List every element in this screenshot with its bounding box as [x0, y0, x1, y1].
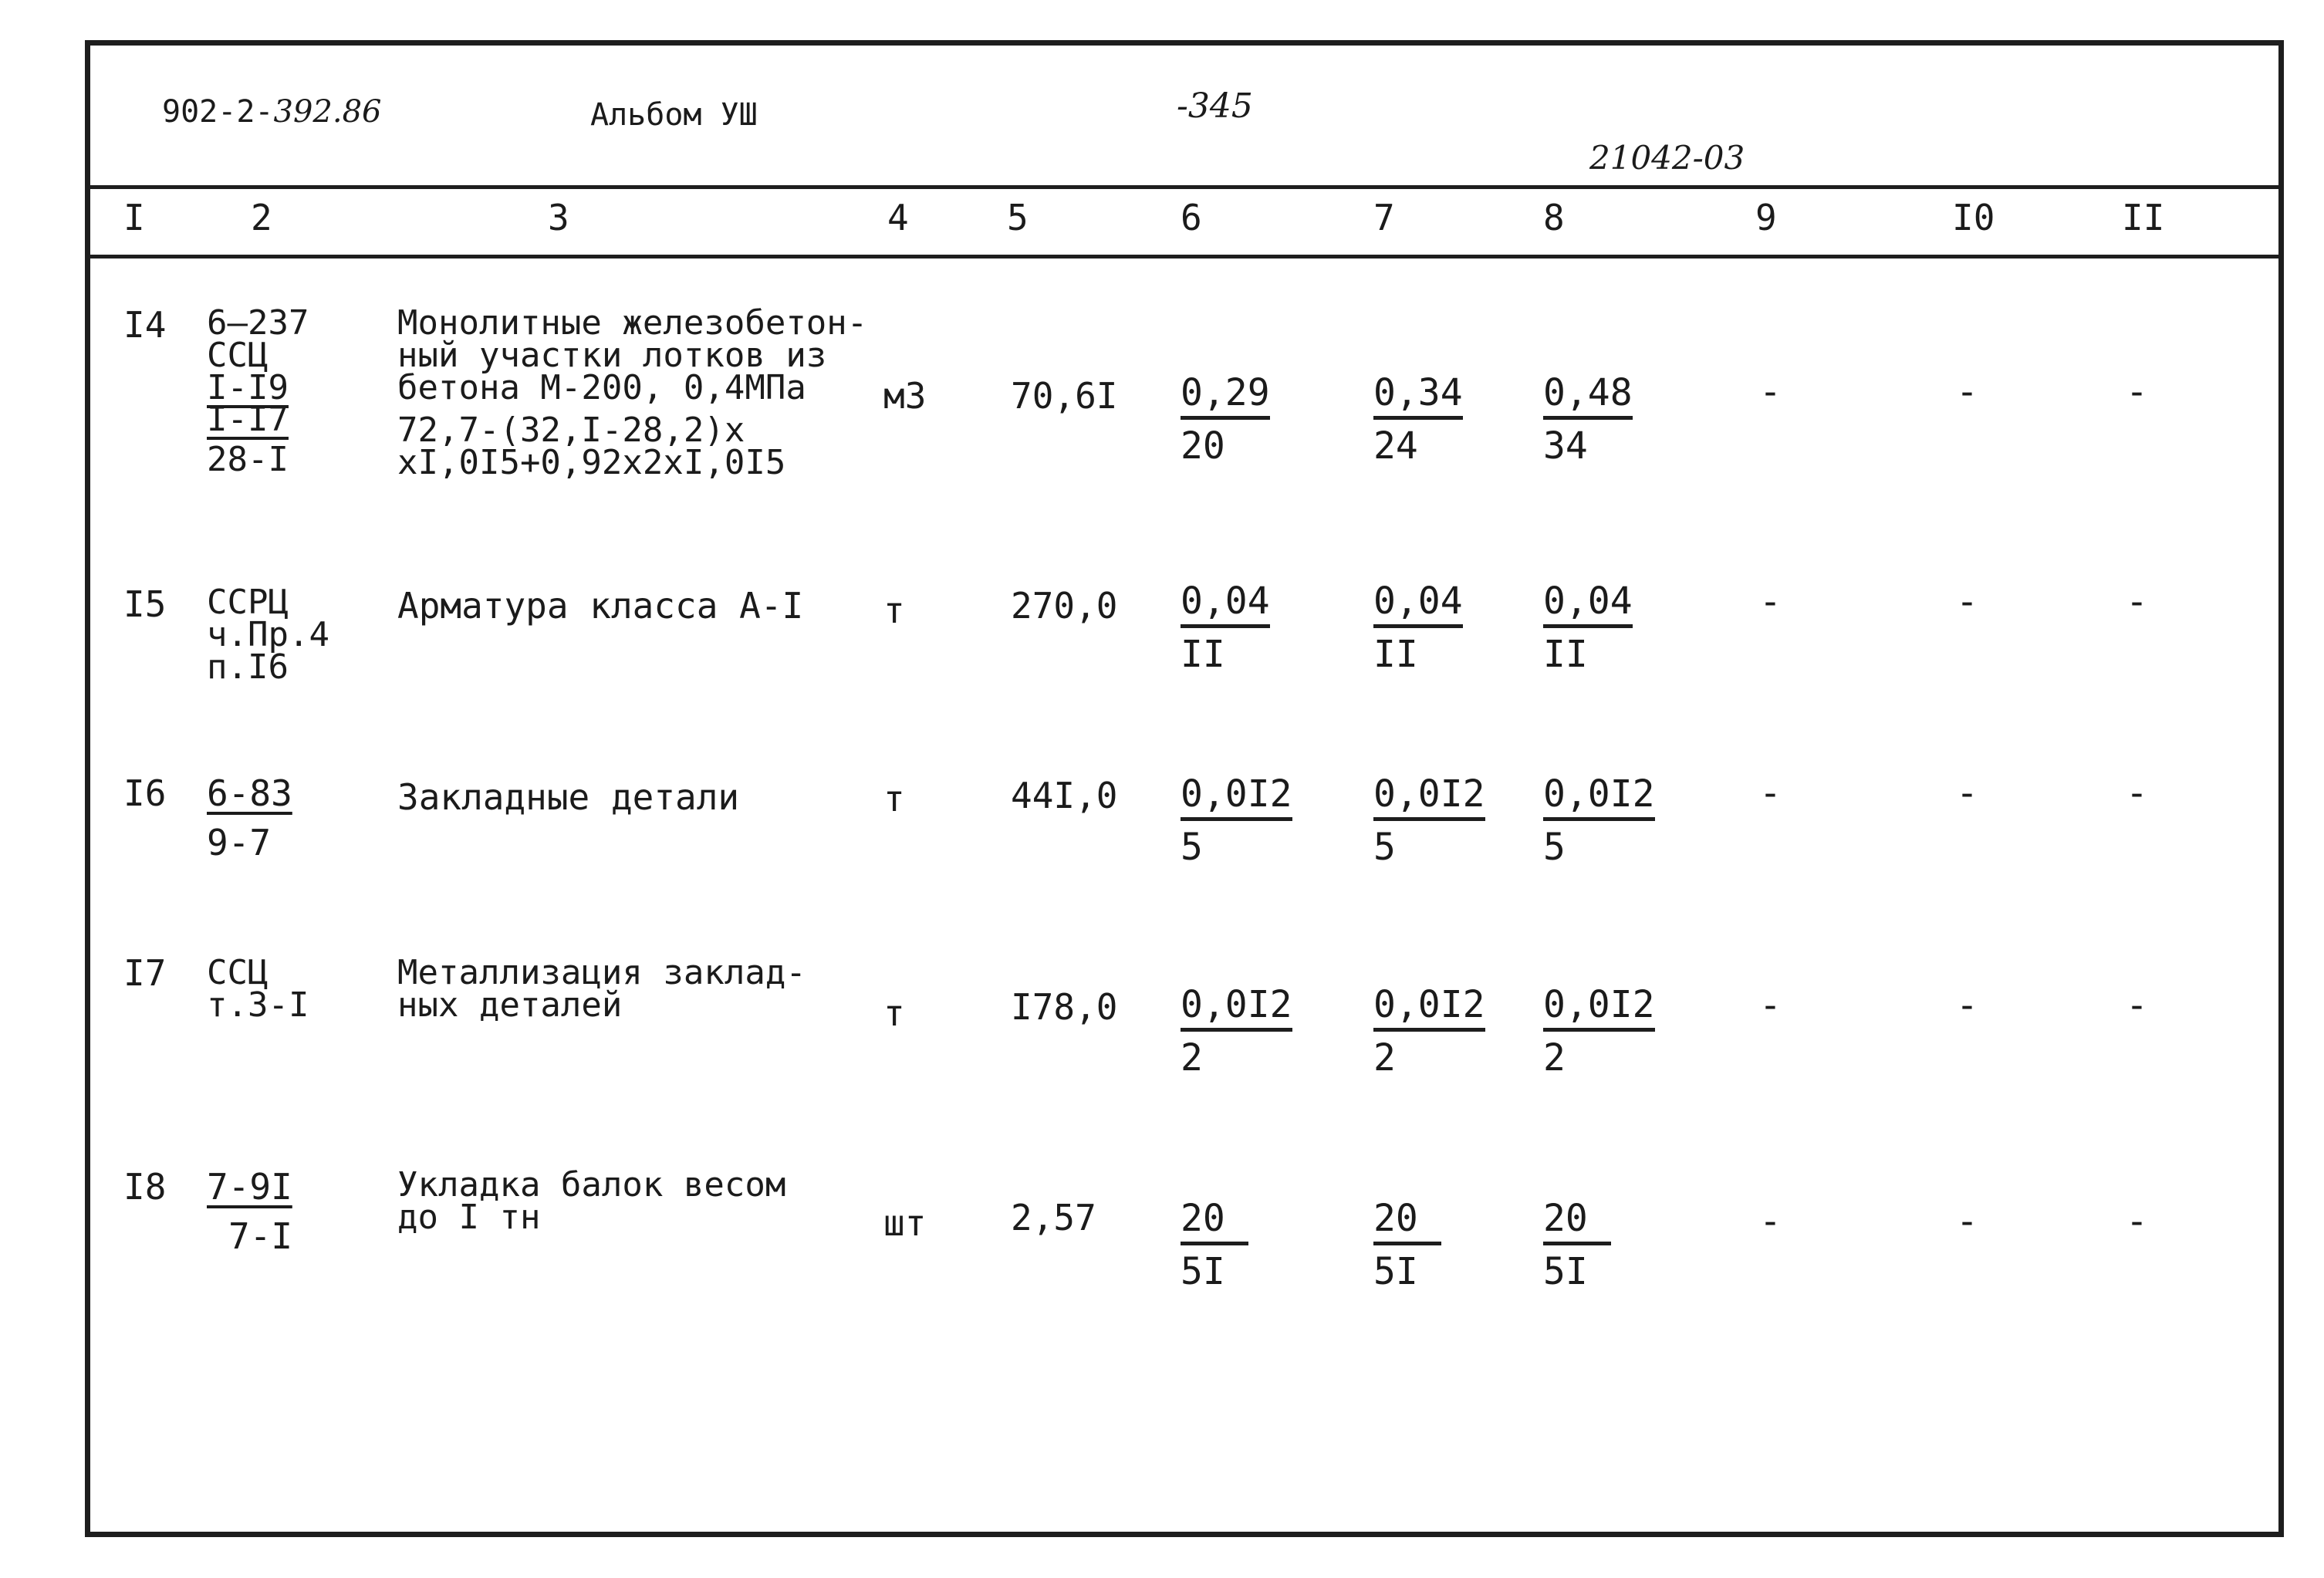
code-line: I-I7: [207, 400, 289, 440]
fraction-col7: [1373, 772, 1485, 869]
code-line: ССЦ: [207, 953, 269, 992]
page-number: -345: [1177, 86, 1253, 126]
empty-col9: -: [1759, 580, 1782, 623]
fraction-col8: [1543, 1197, 1611, 1293]
column-number-11: II: [2122, 197, 2165, 238]
empty-col9: -: [1759, 1200, 1782, 1243]
row-description: [397, 303, 868, 483]
fraction-numerator: 0,04: [1373, 583, 1463, 628]
fraction-denominator: II: [1181, 633, 1225, 676]
fraction-col7: [1373, 983, 1485, 1080]
row-code: [207, 1166, 308, 1257]
column-number-8: 8: [1543, 197, 1565, 238]
fraction-denominator: 2: [1181, 1036, 1203, 1080]
row-number: I6: [123, 772, 167, 814]
row-unit: т: [883, 590, 905, 631]
fraction-denominator: 20: [1181, 424, 1225, 468]
fraction-col7: [1373, 371, 1463, 468]
fraction-col6: [1181, 983, 1292, 1080]
fraction-denominator: 34: [1543, 424, 1588, 468]
empty-col9: -: [1759, 370, 1782, 414]
fraction-col8: [1543, 772, 1655, 869]
code-line: 6-83: [207, 772, 292, 814]
header-rule-bottom: [85, 255, 2284, 258]
empty-col11: -: [2126, 772, 2148, 815]
fraction-numerator: 20: [1543, 1200, 1611, 1245]
document-code-handwritten: 392.86: [273, 94, 382, 130]
fraction-denominator: 2: [1543, 1036, 1566, 1080]
row-unit: м3: [883, 375, 927, 417]
fraction-col8: [1543, 580, 1633, 676]
formula-line: хI,0I5+0,92х2хI,0I5: [397, 443, 786, 483]
fraction-denominator: 5I: [1373, 1250, 1418, 1293]
code-line: 6—237: [207, 303, 309, 343]
row-unit: т: [883, 778, 905, 819]
column-number-3: 3: [548, 197, 569, 238]
empty-col11: -: [2126, 580, 2148, 623]
fraction-denominator: 5I: [1543, 1250, 1588, 1293]
fraction-col8: [1543, 983, 1655, 1080]
row-number: I5: [123, 583, 167, 625]
column-number-5: 5: [1007, 197, 1029, 238]
row-code: [207, 583, 329, 687]
fraction-numerator: 0,48: [1543, 374, 1633, 420]
stamp-number: 21042-03: [1589, 139, 1745, 177]
row-description: [397, 953, 806, 1025]
description-line: Монолитные железобетон-: [397, 303, 868, 343]
empty-col9: -: [1759, 772, 1782, 815]
code-line: 7-I: [228, 1215, 293, 1257]
code-line: 28-I: [207, 440, 289, 480]
fraction-numerator: 0,0I2: [1543, 775, 1655, 821]
row-description: Закладные детали: [397, 776, 740, 818]
fraction-denominator: II: [1543, 633, 1588, 676]
fraction-denominator: 5: [1543, 826, 1566, 869]
row-number: I7: [123, 952, 167, 994]
fraction-numerator: 0,0I2: [1181, 775, 1292, 821]
fraction-numerator: 0,0I2: [1181, 986, 1292, 1032]
empty-col10: -: [1956, 984, 1978, 1027]
code-line: т.3-I: [207, 985, 309, 1025]
fraction-denominator: 5: [1373, 826, 1396, 869]
row-price: I78,0: [1011, 986, 1118, 1028]
fraction-col6: [1181, 580, 1270, 676]
row-price: 2,57: [1011, 1197, 1096, 1238]
row-price: 270,0: [1011, 585, 1118, 627]
empty-col10: -: [1956, 772, 1978, 815]
fraction-numerator: 0,04: [1181, 583, 1270, 628]
row-price: 44I,0: [1011, 775, 1118, 816]
empty-col10: -: [1956, 580, 1978, 623]
row-description: [397, 1165, 786, 1237]
empty-col9: -: [1759, 984, 1782, 1027]
column-number-4: 4: [887, 197, 909, 238]
row-code: [207, 953, 309, 1025]
code-line: ч.Пр.4: [207, 614, 329, 654]
fraction-numerator: 0,0I2: [1373, 775, 1485, 821]
formula-line: 72,7-(32,I-28,2)х: [397, 411, 745, 451]
fraction-numerator: 0,29: [1181, 374, 1270, 420]
header-rule-top: [85, 185, 2284, 189]
column-number-9: 9: [1755, 197, 1777, 238]
fraction-denominator: 5I: [1181, 1250, 1225, 1293]
fraction-col6: [1181, 371, 1270, 468]
description-line: до I тн: [397, 1197, 541, 1237]
document-code-prefix: 902-2-: [162, 94, 274, 130]
row-number: I8: [123, 1166, 167, 1208]
empty-col11: -: [2126, 984, 2148, 1027]
fraction-col7: [1373, 1197, 1441, 1293]
fraction-denominator: 5: [1181, 826, 1203, 869]
column-number-6: 6: [1181, 197, 1202, 238]
fraction-numerator: 0,34: [1373, 374, 1463, 420]
column-number-10: I0: [1952, 197, 1995, 238]
empty-col11: -: [2126, 1200, 2148, 1243]
row-unit: т: [883, 992, 905, 1034]
description-line: Укладка балок весом: [397, 1165, 786, 1205]
description-line: ный участки лотков из: [397, 335, 827, 375]
fraction-numerator: 0,0I2: [1373, 986, 1485, 1032]
description-line: ных деталей: [397, 985, 623, 1025]
empty-col10: -: [1956, 1200, 1978, 1243]
code-line: п.I6: [207, 647, 289, 687]
row-price: 70,6I: [1011, 375, 1118, 417]
document-code: [162, 94, 381, 130]
empty-col11: -: [2126, 370, 2148, 414]
row-code: [207, 772, 292, 863]
fraction-col6: [1181, 772, 1292, 869]
fraction-denominator: 24: [1373, 424, 1418, 468]
fraction-denominator: 2: [1373, 1036, 1396, 1080]
empty-col10: -: [1956, 370, 1978, 414]
fraction-numerator: 20: [1181, 1200, 1248, 1245]
row-unit: шт: [883, 1202, 927, 1244]
fraction-col7: [1373, 580, 1463, 676]
fraction-numerator: 20: [1373, 1200, 1441, 1245]
description-line: бетона М-200, 0,4МПа: [397, 367, 806, 407]
code-line: 9-7: [207, 822, 272, 863]
code-line: 7-9I: [207, 1166, 292, 1208]
column-number-2: 2: [251, 197, 272, 238]
description-line: Металлизация заклад-: [397, 953, 806, 992]
code-line: I-I9: [207, 367, 289, 407]
fraction-denominator: II: [1373, 633, 1418, 676]
fraction-col6: [1181, 1197, 1248, 1293]
fraction-col8: [1543, 371, 1633, 468]
fraction-numerator: 0,04: [1543, 583, 1633, 628]
column-number-7: 7: [1373, 197, 1395, 238]
album-label: Альбом УШ: [590, 97, 758, 133]
code-line: ССРЦ: [207, 583, 289, 622]
fraction-numerator: 0,0I2: [1543, 986, 1655, 1032]
row-code: [207, 303, 319, 480]
row-description: Арматура класса А-I: [397, 585, 804, 627]
code-line: ССЦ: [207, 335, 269, 375]
column-number-1: I: [123, 197, 145, 238]
row-number: I4: [123, 304, 167, 346]
